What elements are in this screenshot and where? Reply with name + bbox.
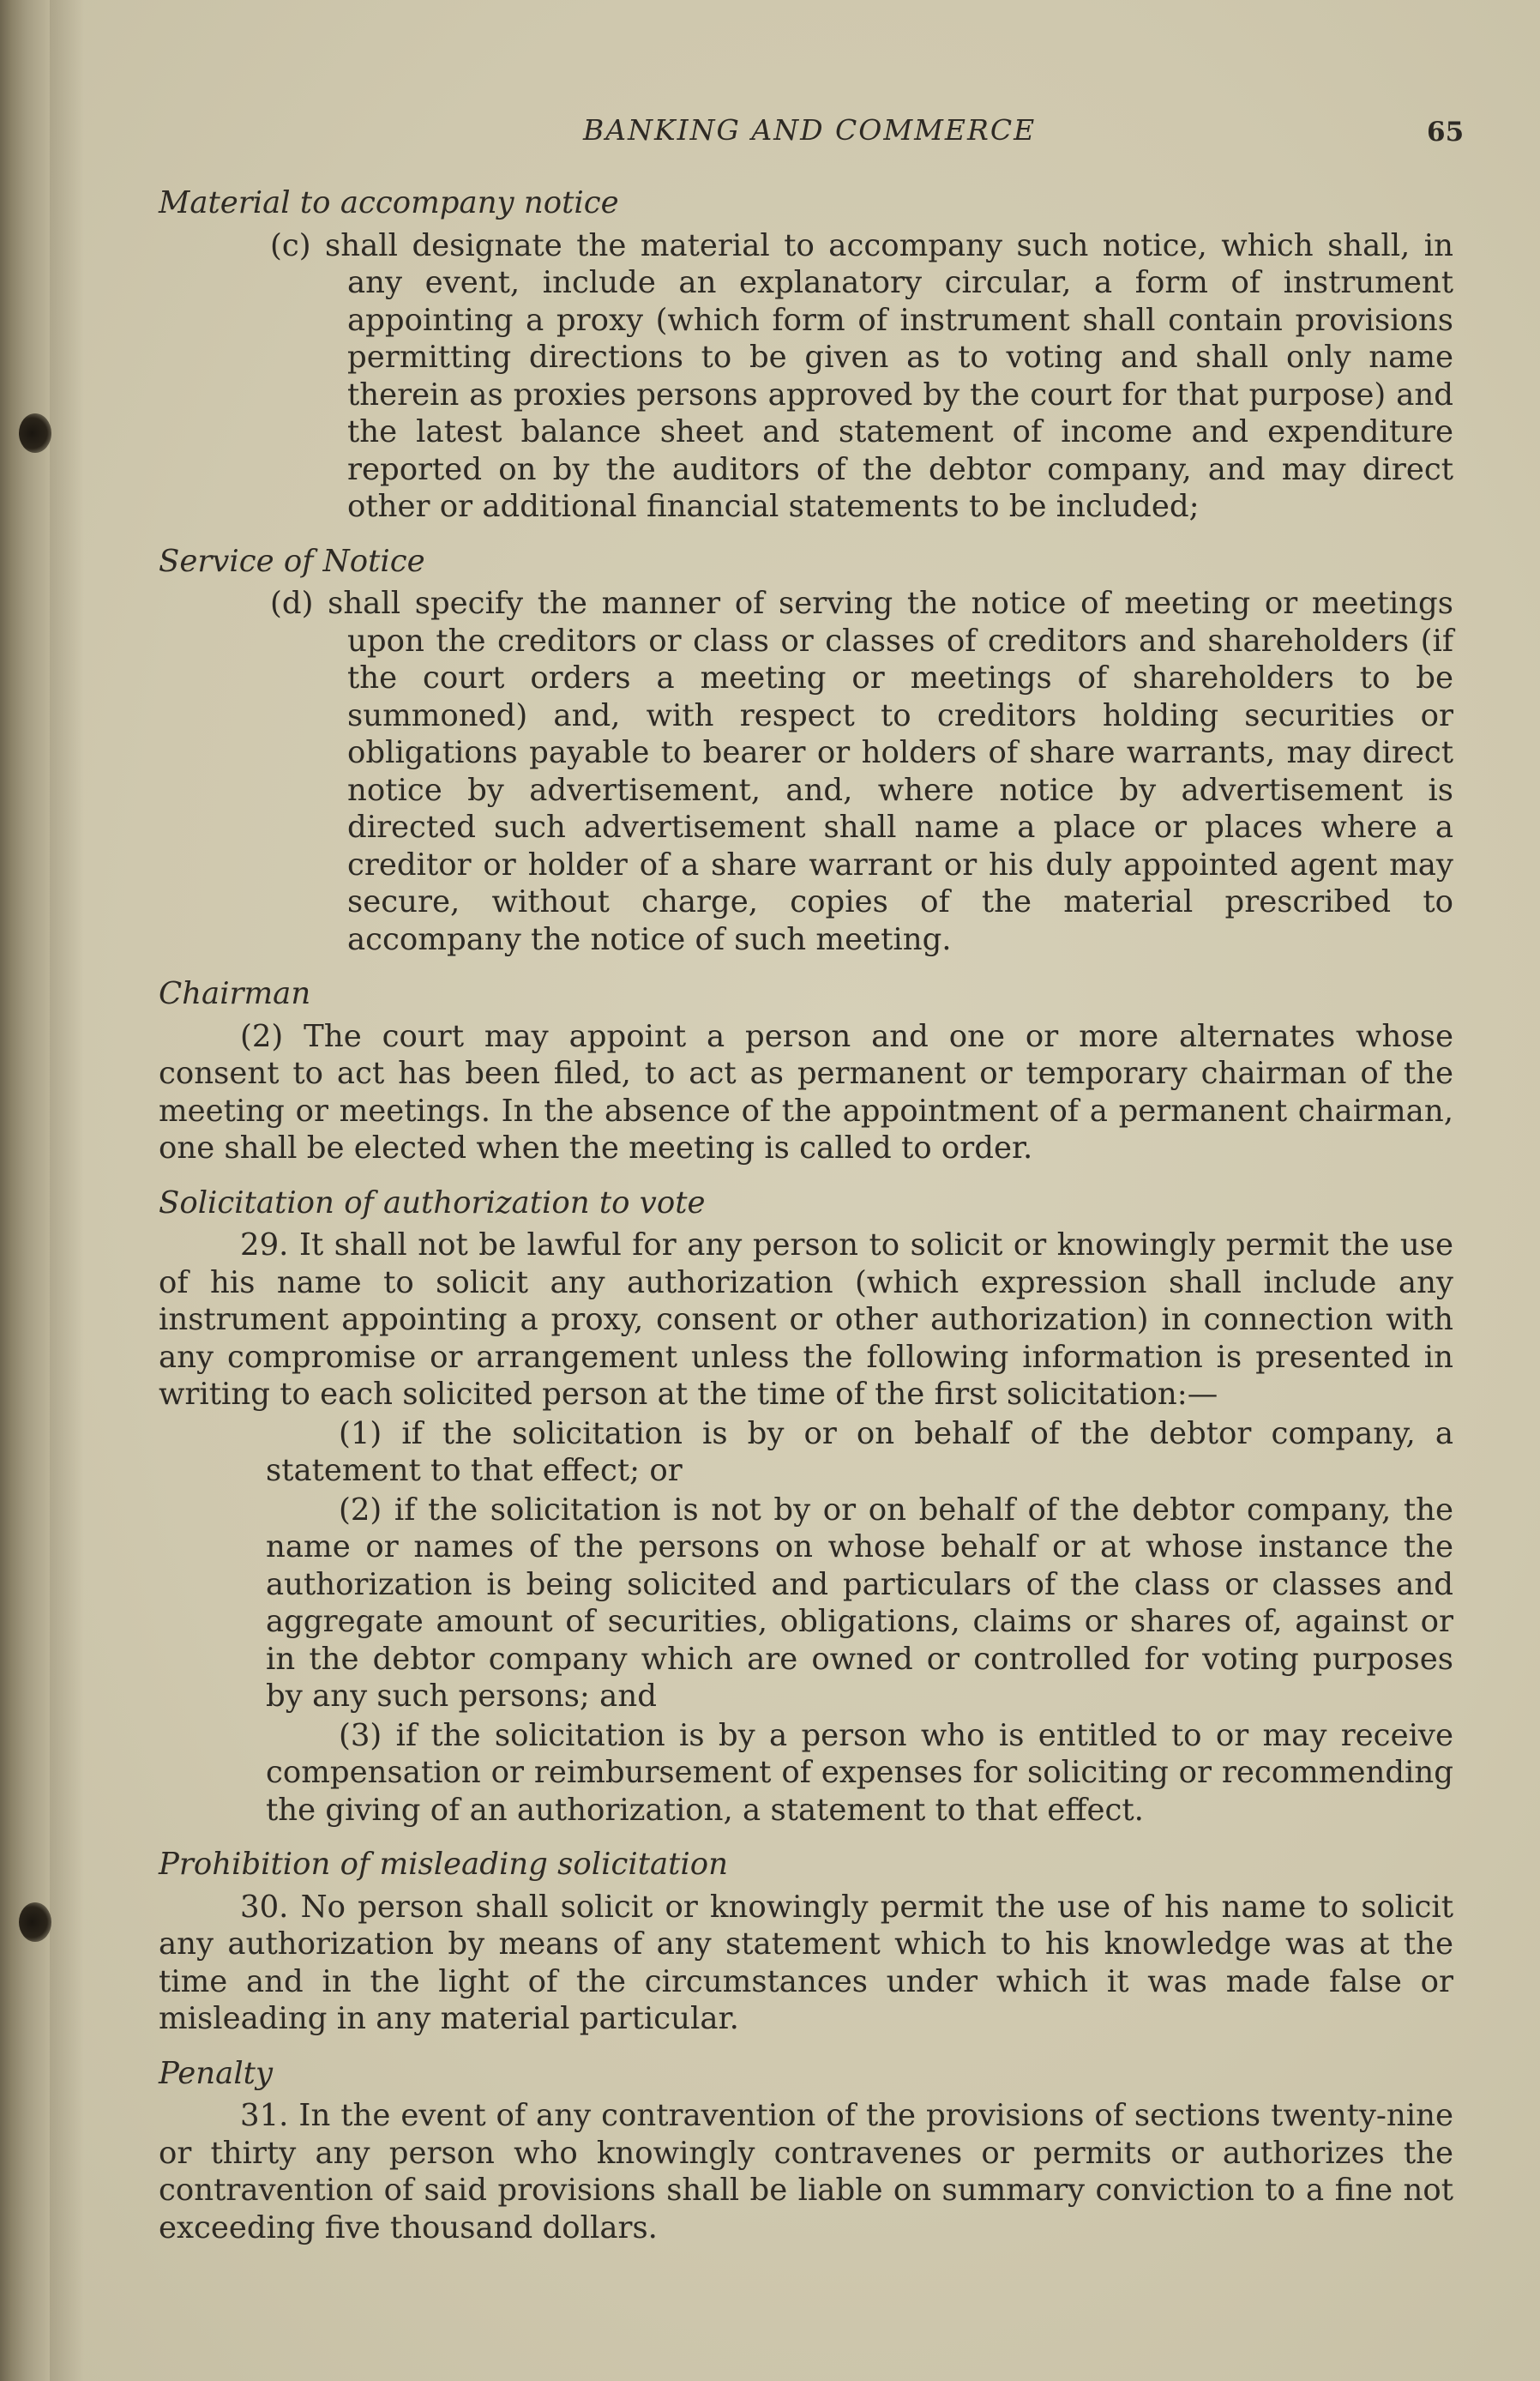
binding-shadow — [50, 0, 84, 2381]
section-heading-solicitation: Solicitation of authorization to vote — [159, 1184, 706, 1221]
section-heading-penalty: Penalty — [159, 2055, 274, 2091]
page-number: 65 — [1427, 117, 1465, 148]
page-body — [159, 184, 1453, 2263]
section-30-paragraph: 30. No person shall solicit or knowingly permit the use of his name to solicit any authorization by means of any statement which to his knowledge was at the time and in the light of the circumstances under which it was made false or misleading in any material particular. — [159, 1889, 1453, 2036]
punch-hole-icon — [19, 1902, 51, 1942]
punch-hole-icon — [19, 413, 51, 453]
clause-d: (d) shall specify the manner of serving the notice of meeting or meetings upon the creditors or class or classes of creditors and shareholders (if the court orders a meeting or meetings of shareholders to be summoned) and, with respect to creditors holding securities or obligations payable to bearer or holders of share warrants, may direct notice by advertisement, and, where notice by advertisement is directed such advertisement shall name a place or places where a creditor or holder of a share warrant or his duly appointed agent may secure, without charge, copies of the material prescribed to accompany the notice of such meeting. — [270, 586, 1453, 957]
section-31-paragraph: 31. In the event of any contravention of the provisions of sections twenty-nine or thirty any person who knowingly contravenes or permits or authorizes the contravention of said provisions shall be liable on summary conviction to a fine not exceeding five thousand dollars. — [159, 2098, 1453, 2245]
section-heading-service: Service of Notice — [159, 543, 425, 579]
list-item: (3) if the solicitation is by a person who is entitled to or may receive compensation or reimbursement of expenses for soliciting or recommending the giving of an authorization, a statement to that effect. — [266, 1717, 1453, 1828]
list-item: (2) if the solicitation is not by or on behalf of the debtor company, the name or names of the persons on whose behalf or at whose instance the authorization is being solicited and particulars of the class or classes and aggregate amount of securities, obligations, claims or shares of, against or in the debtor company which are owned or controlled for voting purposes by any such persons; and — [266, 1492, 1453, 1714]
list-item: (1) if the solicitation is by or on behalf of the debtor company, a statement to that effect; or — [266, 1415, 1453, 1488]
binding-edge — [0, 0, 50, 2381]
clause-c: (c) shall designate the material to accompany such notice, which shall, in any event, include an explanatory circular, a form of instrument appointing a proxy (which form of instrument shall contain provisions permitting directions to be given as to voting and shall only name therein as proxies persons approved by the court for that purpose) and the latest balance sheet and statement of income and expenditure reported on by the auditors of the debtor company, and may direct other or additional financial statements to be included; — [270, 227, 1453, 524]
section-heading-prohibition: Prohibition of misleading solicitation — [159, 1847, 728, 1882]
section-heading-chairman: Chairman — [159, 976, 311, 1011]
running-head: BANKING AND COMMERCE — [583, 113, 1037, 147]
chairman-paragraph: (2) The court may appoint a person and one or more alternates whose consent to act has been filed, to act as permanent or temporary chairman of the meeting or meetings. In the absence of the appointment of a permanent chairman, one shall be elected when the meeting is called to order. — [159, 1018, 1453, 1166]
section-heading-material: Material to accompany notice — [159, 185, 619, 220]
section-29-paragraph: 29. It shall not be lawful for any person to solicit or knowingly permit the use of his name to solicit any authorization (which expression shall include any instrument appointing a proxy, consent or other authorization) in connection with any compromise or arrangement unless the following information is presented in writing to each solicited person at the time of the first solicitation:— — [159, 1227, 1453, 1412]
